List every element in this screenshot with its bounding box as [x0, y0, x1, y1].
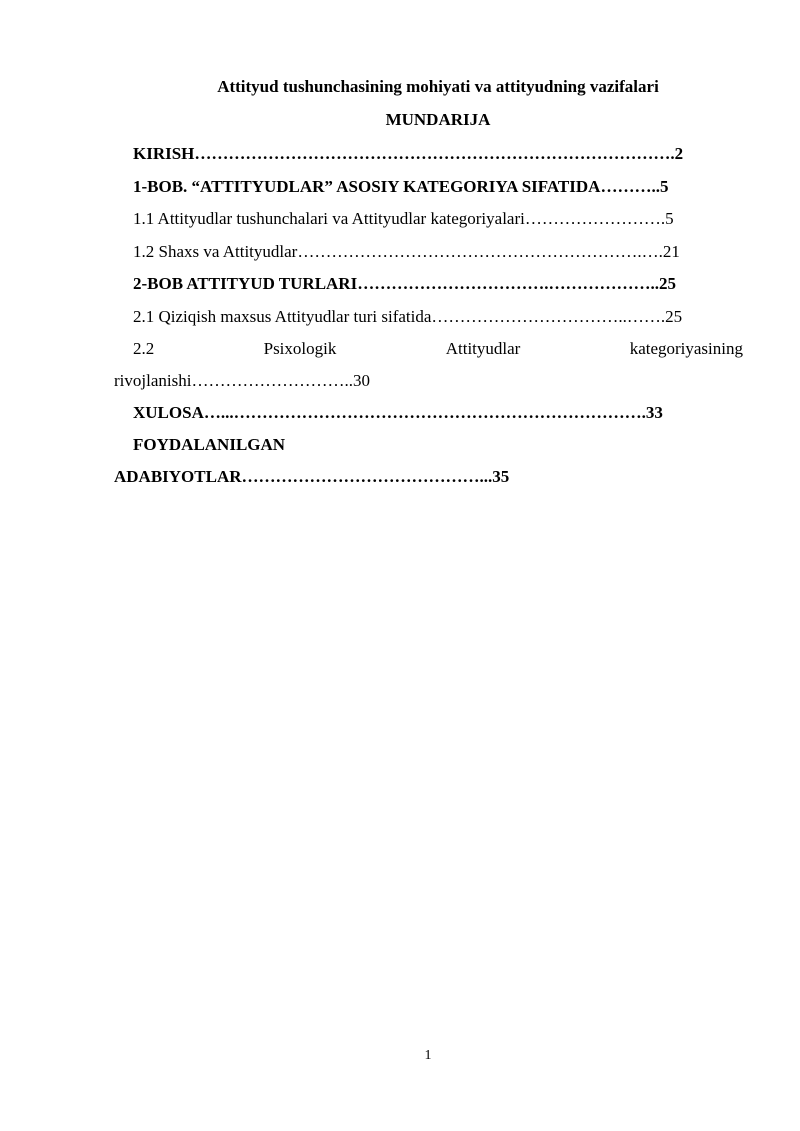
toc-entry-chapter-2: 2-BOB ATTITYUD TURLARI…………………………….………………..25 [133, 274, 676, 293]
toc-entry-references-continued: ADABIYOTLAR……………………………………...35 [114, 467, 510, 486]
toc-entry-section-2-2-continued: rivojlanishi………………………..30 [114, 371, 370, 390]
toc-entry-section-1-1: 1.1 Attityudlar tushunchalari va Attityudlar kategoriyalari…………………….5 [133, 209, 674, 228]
document-title: Attityud tushunchasining mohiyati va attityudning vazifalari [217, 77, 659, 96]
toc-word: kategoriyasining [629, 339, 743, 358]
toc-entry-section-1-2: 1.2 Shaxs va Attityudlar…………………………………………………….….21 [133, 242, 680, 261]
toc-word: Attityudlar [445, 339, 521, 358]
toc-entry-section-2-2 [133, 338, 743, 360]
toc-word: Psixologik [263, 339, 337, 358]
toc-entry-xulosa: XULOSA…...……………………………………………………………….33 [133, 403, 663, 422]
page-number: 1 [424, 1048, 432, 1063]
toc-entry-references: FOYDALANILGAN [133, 435, 286, 454]
toc-entry-kirish: KIRISH………………………………………………………………………….2 [133, 144, 684, 163]
toc-entry-section-2-1: 2.1 Qiziqish maxsus Attityudlar turi sifatida……………………………..…….25 [133, 307, 683, 326]
toc-heading: MUNDARIJA [385, 110, 491, 129]
toc-word: 2.2 [133, 339, 155, 358]
toc-entry-chapter-1: 1-BOB. “ATTITYUDLAR” ASOSIY KATEGORIYA SIFATIDA………..5 [133, 177, 669, 196]
